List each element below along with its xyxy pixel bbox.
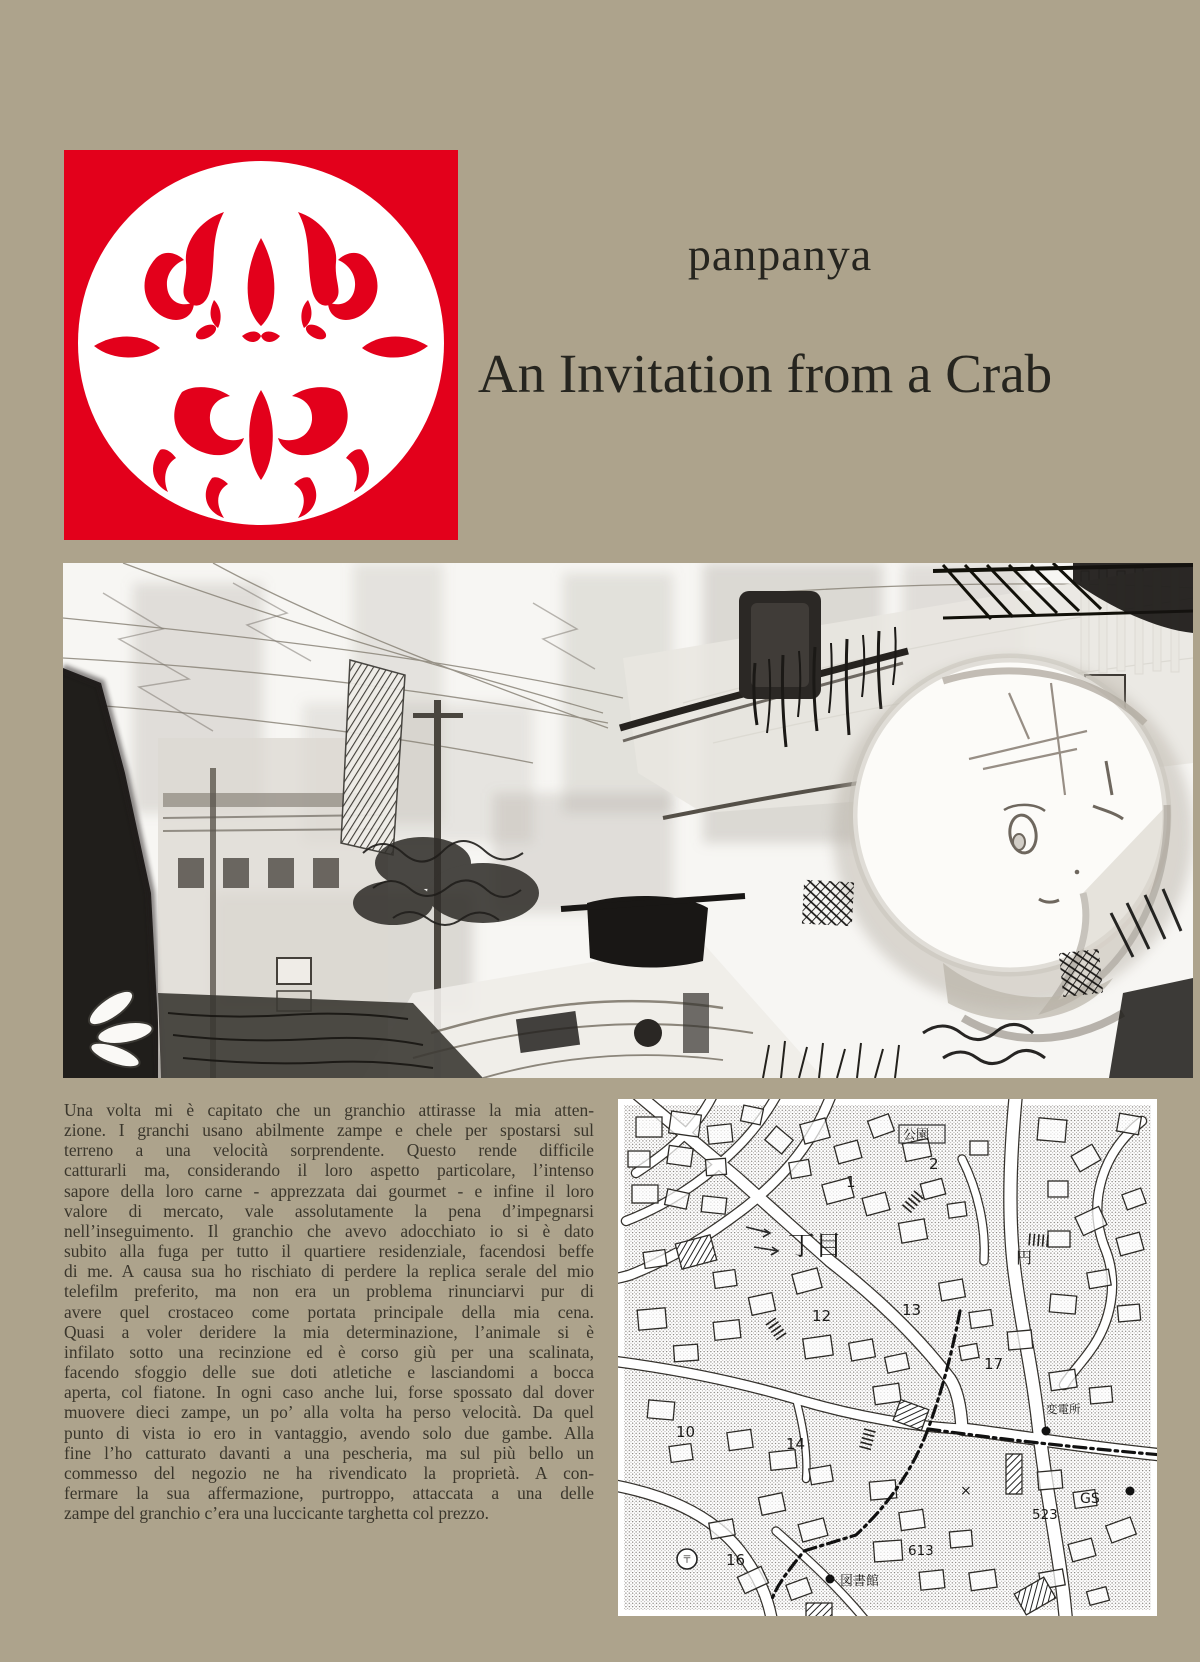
body-line: avere quel crostaceo come portata principale della mia cena. (64, 1301, 594, 1322)
body-line: commesso del negozio ne ha rivendicato la proprietà. A con- (64, 1462, 594, 1483)
body-line: nell’inseguimento. Il granchio che avevo adocchiato io si è dato (64, 1220, 594, 1241)
map-label-14: 14 (786, 1435, 806, 1453)
map-label-library: 図書館 (840, 1574, 880, 1589)
map-label-16: 16 (726, 1551, 746, 1569)
substation-dot (1042, 1427, 1051, 1436)
body-line: catturarli ma, considerando il loro aspetto particolare, l’intenso (64, 1160, 594, 1181)
body-line: aperta, col fiatone. In ogni caso anche lui, forse spossato dal dover (64, 1382, 594, 1403)
page-title: An Invitation from a Crab (477, 343, 1053, 404)
body-line: punto di vista io ero in vantaggio, avendo solo due gambe. Alla (64, 1422, 594, 1443)
body-line: zione. I granchi usano abilmente zampe e chele per spostarsi sul (64, 1120, 594, 1141)
map-label-13: 13 (902, 1301, 922, 1319)
map-label-10: 10 (676, 1423, 696, 1441)
body-line: telefilm preferito, ma non era un problema rinunciarvi pur di (64, 1281, 594, 1302)
neighborhood-map-graphic (618, 1099, 1157, 1616)
body-line: valore di mercato, vale assolutamente la pena d’impegnarsi (64, 1200, 594, 1221)
body-line: Una volta mi è capitato che un granchio attirasse la mia atten- (64, 1100, 594, 1120)
body-paragraph (64, 1100, 594, 1523)
body-line: infilato sotto una recinzione ed è corso giù per una scalinata, (64, 1341, 594, 1362)
body-line: di me. A causa sua ho rischiato di perdere la replica serale del mio (64, 1261, 594, 1282)
map-label-en: 円 (1016, 1248, 1033, 1267)
neighborhood-map (618, 1099, 1157, 1616)
map-label-chome: 丁目 (788, 1231, 842, 1262)
gs-dot (1126, 1487, 1135, 1496)
map-label-1: 1 (846, 1173, 856, 1191)
map-label-substation: 変電所 (1046, 1402, 1081, 1416)
library-dot (826, 1575, 835, 1584)
author-name: panpanya (687, 229, 873, 280)
body-line: fine l’ho catturato davanti a una pescheria, ma sul più bello un (64, 1442, 594, 1463)
map-label-17: 17 (984, 1355, 1004, 1373)
body-line: zampe del granchio c’era una luccicante targhetta col prezzo. (64, 1503, 490, 1524)
body-line: muovere dieci zampe, un po’ alla volta ha perso velocità. Da quel (64, 1402, 594, 1423)
street-sketch-illustration (63, 563, 1193, 1078)
map-label-post: 〒 (682, 1555, 692, 1566)
map-label-gs: GS (1080, 1491, 1100, 1507)
street-sketch-graphic (63, 563, 1193, 1078)
map-label-x: × (960, 1483, 972, 1499)
map-label-2: 2 (929, 1155, 939, 1173)
body-line: facendo sfoggio delle sue doti atletiche e lasciandomi a bocca (64, 1362, 594, 1383)
body-line: fermare la sua affermazione, purtroppo, attaccata a una delle (64, 1482, 594, 1503)
map-label-park: 公園 (903, 1128, 930, 1143)
map-label-12: 12 (812, 1307, 832, 1325)
body-line: terreno a una velocità sorprendente. Questo rende difficile (64, 1140, 594, 1161)
map-label-613: 613 (908, 1543, 934, 1559)
body-line: Quasi a voler deridere la mia determinazione, l’animale si è (64, 1321, 594, 1342)
map-label-523: 523 (1032, 1507, 1058, 1523)
body-line: sapore della loro carne - apprezzata dai gourmet - e infine il loro (64, 1180, 594, 1201)
body-line: subito alla fuga per tutto il quartiere residenziale, facendosi beffe (64, 1241, 594, 1262)
